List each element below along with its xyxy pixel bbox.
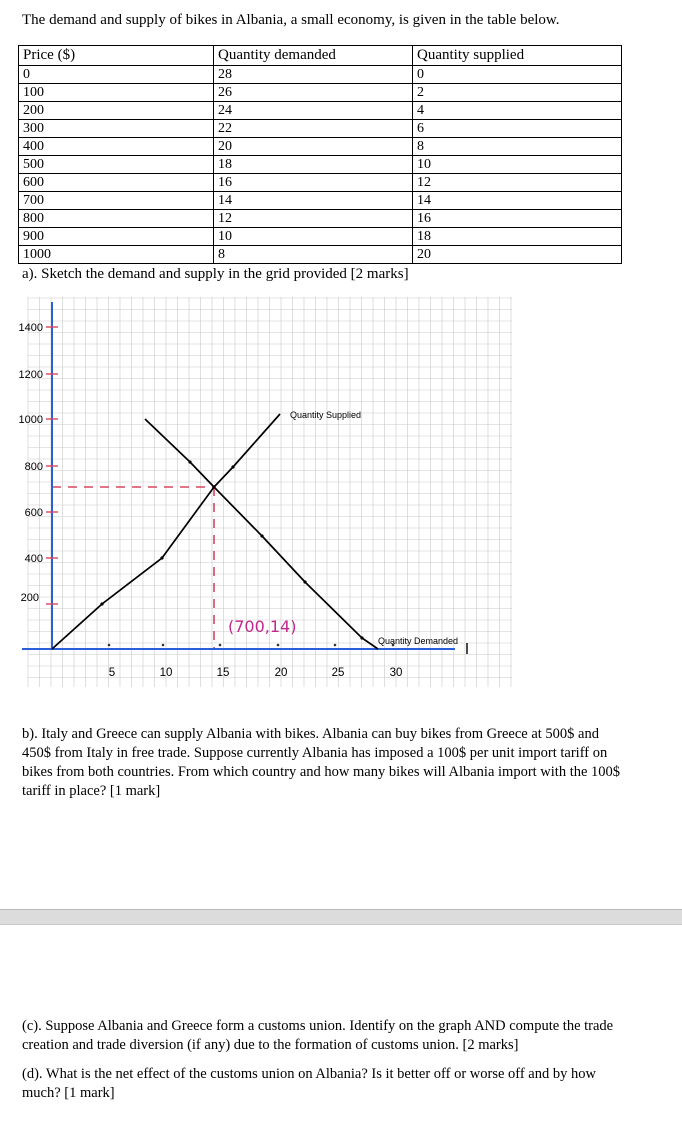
y-tick-label: 800 (24, 461, 43, 473)
table-row (19, 210, 622, 228)
intro-text: The demand and supply of bikes in Albania, a small economy, is given in the table below. (22, 12, 560, 28)
y-tick-label: 1400 (18, 322, 43, 334)
table-row (19, 192, 622, 210)
table-header-row (19, 46, 622, 66)
cell-quantity-supplied: 0 (413, 66, 622, 84)
cell-price: 1000 (19, 246, 214, 264)
cell-quantity-supplied: 8 (413, 138, 622, 156)
question-a: a). Sketch the demand and supply in the grid provided [2 marks] (22, 266, 409, 282)
demand-point (260, 534, 263, 537)
x-tick-label: 25 (331, 667, 345, 679)
cell-price: 500 (19, 156, 214, 174)
x-tick-mark (108, 644, 111, 647)
cell-quantity-supplied: 12 (413, 174, 622, 192)
cell-quantity-supplied: 6 (413, 120, 622, 138)
table-body (19, 66, 622, 264)
y-tick-label: 200 (20, 592, 39, 604)
table-row (19, 156, 622, 174)
cell-quantity-supplied: 2 (413, 84, 622, 102)
cell-quantity-demanded: 8 (214, 246, 413, 264)
cell-quantity-demanded: 28 (214, 66, 413, 84)
cell-quantity-demanded: 14 (214, 192, 413, 210)
x-tick-label: 5 (108, 667, 116, 679)
header-price: Price ($) (19, 46, 214, 66)
y-tick-label: 600 (24, 507, 43, 519)
supply-label: Quantity Supplied (290, 410, 362, 420)
x-tick-mark (277, 644, 280, 647)
demand-supply-graph (0, 292, 682, 692)
table-row (19, 102, 622, 120)
axis-ticks (46, 327, 467, 654)
cell-quantity-supplied: 18 (413, 228, 622, 246)
cell-quantity-supplied: 10 (413, 156, 622, 174)
cell-quantity-demanded: 26 (214, 84, 413, 102)
cell-quantity-supplied: 20 (413, 246, 622, 264)
supply-point (160, 556, 163, 559)
y-tick-label: 1200 (18, 369, 43, 381)
x-tick-label: 20 (274, 667, 288, 679)
demand-point (360, 636, 363, 639)
cell-quantity-demanded: 10 (214, 228, 413, 246)
cell-price: 600 (19, 174, 214, 192)
cell-quantity-demanded: 18 (214, 156, 413, 174)
table-row (19, 138, 622, 156)
cell-price: 700 (19, 192, 214, 210)
demand-supply-table (18, 45, 622, 264)
demand-point (303, 580, 306, 583)
question-c: (c). Suppose Albania and Greece form a customs union. Identify on the graph AND compute the trade creation and trade diversion (if any) due to the formation of customs union. [2 marks] (22, 1018, 614, 1053)
cell-quantity-demanded: 20 (214, 138, 413, 156)
x-tick-label: 10 (159, 667, 173, 679)
cell-quantity-demanded: 22 (214, 120, 413, 138)
equilibrium-guides (52, 487, 214, 649)
x-tick-label: 30 (389, 667, 403, 679)
supply-point (100, 602, 103, 605)
supply-point (231, 465, 234, 468)
cell-quantity-demanded: 16 (214, 174, 413, 192)
table-row (19, 228, 622, 246)
cell-price: 300 (19, 120, 214, 138)
demand-point (188, 460, 191, 463)
header-quantity-supplied: Quantity supplied (413, 46, 622, 66)
table-row (19, 174, 622, 192)
cell-price: 800 (19, 210, 214, 228)
x-tick-mark (219, 644, 222, 647)
header-quantity-demanded: Quantity demanded (214, 46, 413, 66)
question-b: b). Italy and Greece can supply Albania with bikes. Albania can buy bikes from Greece at 500$ and 450$ from Italy in free trade. Suppose currently Albania has imposed a 100$ per unit import tariff on bikes from both countries. From which country and how many bikes will Albania import with the 100$ tariff in place? [1 mark] (22, 726, 621, 799)
table-row (19, 84, 622, 102)
equilibrium-annotation: (700,14) (228, 617, 297, 636)
cell-quantity-supplied: 14 (413, 192, 622, 210)
curves (52, 414, 378, 649)
table-row (19, 120, 622, 138)
x-tick-mark (162, 644, 165, 647)
x-tick-label: 15 (216, 667, 230, 679)
cell-quantity-demanded: 24 (214, 102, 413, 120)
cell-price: 100 (19, 84, 214, 102)
cell-quantity-supplied: 16 (413, 210, 622, 228)
table-row (19, 66, 622, 84)
cell-price: 900 (19, 228, 214, 246)
cell-quantity-supplied: 4 (413, 102, 622, 120)
y-tick-label: 1000 (18, 414, 43, 426)
y-tick-label: 400 (24, 553, 43, 565)
cell-price: 200 (19, 102, 214, 120)
demand-point (212, 485, 215, 488)
cell-quantity-demanded: 12 (214, 210, 413, 228)
page-divider (0, 909, 682, 925)
table-row (19, 246, 622, 264)
x-tick-mark (334, 644, 337, 647)
demand-label: Quantity Demanded (378, 636, 459, 646)
question-d: (d). What is the net effect of the customs union on Albania? Is it better off or worse off and by how much? [1 mark] (22, 1066, 596, 1101)
cell-price: 400 (19, 138, 214, 156)
chart-labels (19, 322, 459, 679)
cell-price: 0 (19, 66, 214, 84)
